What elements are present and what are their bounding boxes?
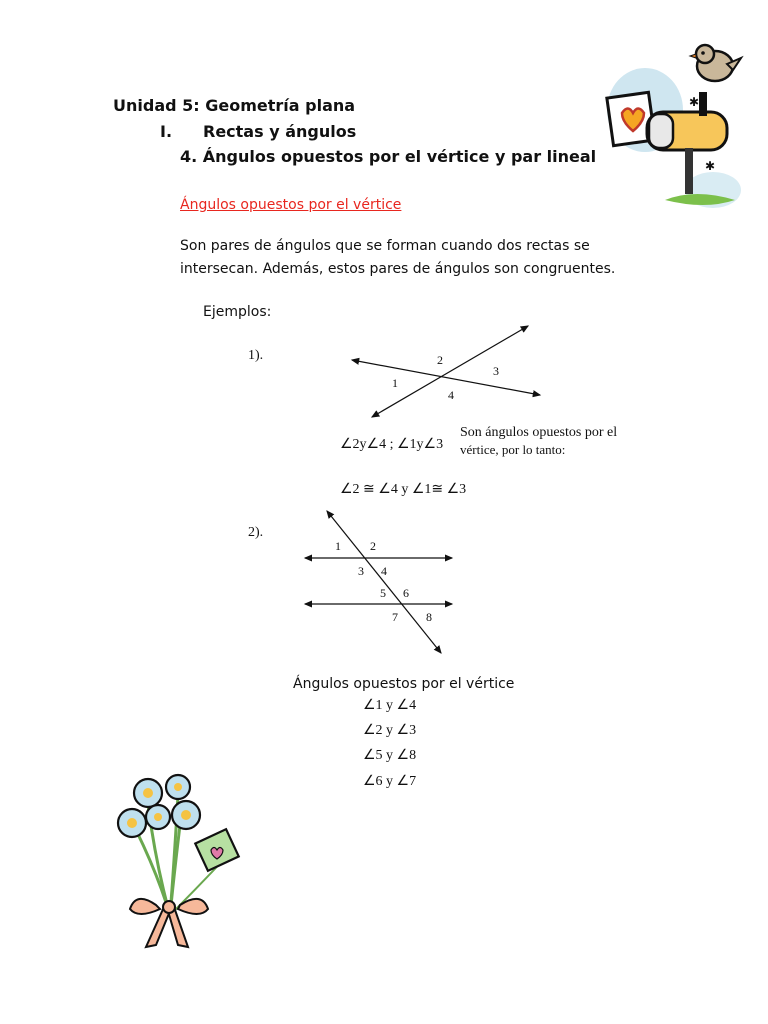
angle-label-1: 1	[335, 539, 341, 553]
flowers-clipart-icon	[108, 765, 248, 955]
angle-label-5: 5	[380, 586, 386, 600]
angle-label-7: 7	[392, 610, 398, 624]
topic-title: 4. Ángulos opuestos por el vértice y par lineal	[180, 147, 597, 166]
subtitle-link-style: Ángulos opuestos por el vértice	[180, 197, 402, 213]
examples-label: Ejemplos:	[203, 304, 272, 320]
example-2-diagram	[300, 505, 460, 657]
angle-label-2: 2	[437, 353, 443, 367]
example-1-conclusion: ∠2 ≅ ∠4 y ∠1≅ ∠3	[340, 482, 467, 497]
mailbox-clipart-icon	[605, 40, 745, 210]
angle-label-8: 8	[426, 610, 432, 624]
example-2-pair-1: ∠1 y ∠4	[363, 698, 417, 713]
example-2-caption: Ángulos opuestos por el vértice	[293, 676, 515, 692]
angle-label-6: 6	[403, 586, 409, 600]
line-b	[372, 326, 528, 417]
example-2-label: 2).	[248, 525, 264, 540]
line-a	[352, 360, 540, 395]
example-2-pair-2: ∠2 y ∠3	[363, 723, 417, 738]
example-2-pair-4: ∠6 y ∠7	[363, 774, 417, 789]
section-title: Rectas y ángulos	[203, 122, 357, 141]
angle-label-4: 4	[381, 564, 387, 578]
example-1-label: 1).	[248, 348, 264, 363]
angle-label-1: 1	[392, 376, 398, 390]
example-2-pair-3: ∠5 y ∠8	[363, 748, 417, 763]
intro-line-1: Son pares de ángulos que se forman cuando dos rectas se	[180, 238, 590, 254]
unit-title: Unidad 5: Geometría plana	[113, 96, 356, 115]
svg-text:✱: ✱	[705, 159, 716, 173]
angle-label-3: 3	[358, 564, 364, 578]
angle-label-4: 4	[448, 388, 454, 402]
intro-line-2: intersecan. Además, estos pares de ángulos son congruentes.	[180, 261, 616, 277]
angle-label-2: 2	[370, 539, 376, 553]
transversal-line	[327, 511, 441, 653]
angle-label-3: 3	[493, 364, 499, 378]
section-number: I.	[160, 122, 173, 141]
svg-text:✱: ✱	[689, 95, 700, 109]
example-1-note-line-2: vértice, por lo tanto:	[460, 442, 566, 457]
example-1-pairs: ∠2y∠4 ; ∠1y∠3	[340, 437, 444, 452]
example-1-note-line-1: Son ángulos opuestos por el	[460, 425, 618, 440]
example-1-diagram	[340, 318, 550, 428]
